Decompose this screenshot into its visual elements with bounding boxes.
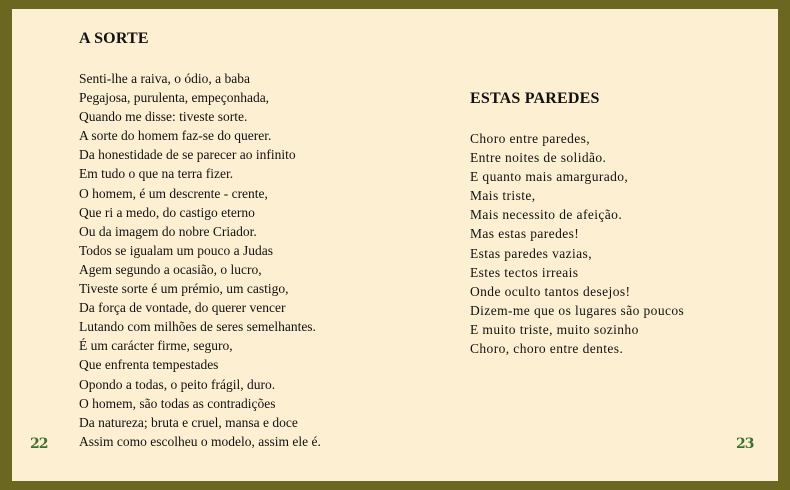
poem-line: Da força de vontade, do querer vencer xyxy=(79,300,286,316)
poem-line: Senti-lhe a raiva, o ódio, a baba xyxy=(79,71,250,86)
poem-line: Da natureza; bruta e cruel, mansa e doce xyxy=(79,414,298,430)
poem-line: Entre noites de solidão. xyxy=(470,150,607,166)
poem-lines xyxy=(79,69,399,451)
page-number-right: 23 xyxy=(736,436,754,452)
poem-line: Choro, choro entre dentes. xyxy=(470,341,624,357)
poem-line: Mais triste, xyxy=(470,188,536,204)
poem-estas-paredes xyxy=(470,89,770,358)
poem-title: A SORTE xyxy=(79,30,149,47)
page-number-left: 22 xyxy=(30,436,48,452)
poem-a-sorte xyxy=(79,29,399,451)
poem-title: ESTAS PAREDES xyxy=(470,90,600,107)
poem-line: Todos se igualam um pouco a Judas xyxy=(79,242,274,258)
poem-line: Ou da imagem do nobre Criador. xyxy=(79,223,257,239)
poem-line: Mais necessito de afeição. xyxy=(470,207,623,223)
poem-line: O homem, são todas as contradições xyxy=(79,395,276,411)
poem-line: Que enfrenta tempestades xyxy=(79,357,219,373)
poem-line: Pegajosa, purulenta, empeçonhada, xyxy=(79,90,270,106)
poem-line: Agem segundo a ocasião, o lucro, xyxy=(79,261,262,277)
poem-line: A sorte do homem faz-se do querer. xyxy=(79,128,272,144)
poem-line: Onde oculto tantos desejos! xyxy=(470,283,631,299)
poem-line: Tiveste sorte é um prémio, um castigo, xyxy=(79,281,289,297)
poem-line: Mas estas paredes! xyxy=(470,226,580,242)
poem-line: Lutando com milhões de seres semelhantes. xyxy=(79,319,316,335)
poem-line: Dizem-me que os lugares são poucos xyxy=(470,302,685,318)
book-spread xyxy=(12,9,778,481)
poem-line: Em tudo o que na terra fizer. xyxy=(79,166,234,182)
poem-line: Estas paredes vazias, xyxy=(470,245,592,261)
poem-lines xyxy=(470,129,770,358)
poem-line: Choro entre paredes, xyxy=(470,131,591,146)
poem-line: Estes tectos irreais xyxy=(470,264,579,280)
poem-line: É um carácter firme, seguro, xyxy=(79,338,233,354)
poem-line: E muito triste, muito sozinho xyxy=(470,321,639,337)
poem-line: Quando me disse: tiveste sorte. xyxy=(79,109,248,125)
poem-line: Da honestidade de se parecer ao infinito xyxy=(79,147,296,163)
poem-line: O homem, é um descrente - crente, xyxy=(79,185,268,201)
poem-line: Assim como escolheu o modelo, assim ele é. xyxy=(79,433,321,449)
poem-line: E quanto mais amargurado, xyxy=(470,169,629,185)
poem-line: Opondo a todas, o peito frágil, duro. xyxy=(79,376,276,392)
poem-line: Que ri a medo, do castigo eterno xyxy=(79,204,255,220)
